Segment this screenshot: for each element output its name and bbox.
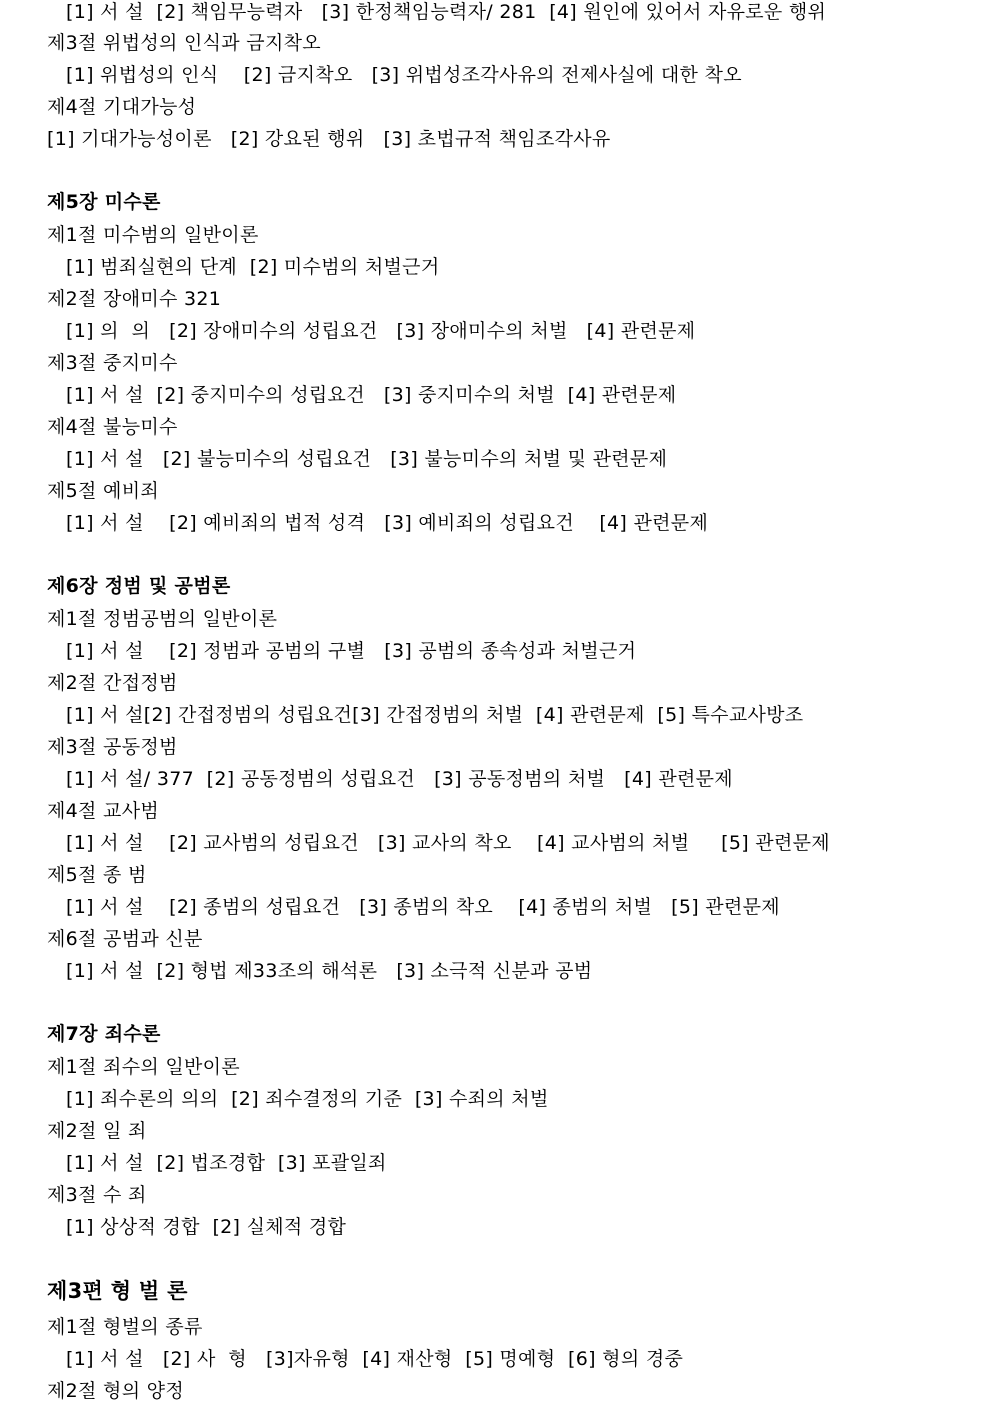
item-list: [1] 상상적 경합 [2] 실체적 경합 [66,1216,347,1238]
item-list: [1] 서 설 [2] 정범과 공범의 구별 [3] 공범의 종속성과 처벌근거 [66,640,637,662]
section-heading: 제2절 간접정범 [47,672,178,694]
item-list: [1] 서 설/ 377 [2] 공동정범의 성립요건 [3] 공동정범의 처벌 [4] 관련문제 [66,768,733,790]
item-list: [1] 위법성의 인식 [2] 금지착오 [3] 위법성조각사유의 전제사실에 대한 착오 [66,64,742,86]
item-list: [1] 서 설 [2] 법조경합 [3] 포괄일죄 [66,1152,387,1174]
item-list: [1] 죄수론의 의의 [2] 죄수결정의 기준 [3] 수죄의 처벌 [66,1088,549,1110]
section-heading: 제3절 중지미수 [47,352,178,374]
section-heading: 제3절 수 죄 [47,1184,147,1206]
item-list: [1] 서 설 [2] 중지미수의 성립요건 [3] 중지미수의 처벌 [4] 관련문제 [66,384,677,406]
item-list: [1] 서 설[2] 간접정범의 성립요건[3] 간접정범의 처벌 [4] 관련문제 [5] 특수교사방조 [66,704,804,726]
section-heading: 제2절 장애미수 321 [47,288,222,310]
section-heading: 제5절 예비죄 [47,480,159,502]
item-list: [1] 서 설 [2] 예비죄의 법적 성격 [3] 예비죄의 성립요건 [4] 관련문제 [66,512,709,534]
section-heading: 제4절 기대가능성 [47,96,197,118]
section-heading: 제6절 공범과 신분 [47,928,203,950]
item-list: [1] 의 의 [2] 장애미수의 성립요건 [3] 장애미수의 처벌 [4] 관련문제 [66,320,696,342]
section-heading: 제1절 미수범의 일반이론 [47,224,259,246]
chapter-heading: 제5장 미수론 [47,191,161,213]
item-list: [1] 서 설 [2] 종범의 성립요건 [3] 종범의 착오 [4] 종범의 처벌 [5] 관련문제 [66,896,780,918]
section-heading: 제2절 형의 양정 [47,1380,184,1402]
section-heading: 제1절 정범공범의 일반이론 [47,608,278,630]
part-heading: 제3편 형 벌 론 [47,1279,188,1303]
section-heading: 제4절 교사범 [47,800,159,822]
item-list: [1] 서 설 [2] 형법 제33조의 해석론 [3] 소극적 신분과 공범 [66,960,593,982]
section-heading: 제3절 공동정범 [47,736,178,758]
item-list: [1] 서 설 [2] 불능미수의 성립요건 [3] 불능미수의 처벌 및 관련문제 [66,448,668,470]
section-heading: 제4절 불능미수 [47,416,178,438]
item-list: [1] 기대가능성이론 [2] 강요된 행위 [3] 초법규적 책임조각사유 [47,128,611,150]
section-heading: 제1절 죄수의 일반이론 [47,1056,240,1078]
item-list: [1] 서 설 [2] 책임무능력자 [3] 한정책임능력자/ 281 [4] 원인에 있어서 자유로운 행위 [66,1,827,23]
item-list: [1] 서 설 [2] 사 형 [3]자유형 [4] 재산형 [5] 명예형 [6] 형의 경중 [66,1348,684,1370]
chapter-heading: 제7장 죄수론 [47,1023,161,1045]
section-heading: 제5절 종 범 [47,864,147,886]
item-list: [1] 범죄실현의 단계 [2] 미수범의 처벌근거 [66,256,440,278]
chapter-heading: 제6장 정범 및 공범론 [47,575,231,597]
item-list: [1] 서 설 [2] 교사범의 성립요건 [3] 교사의 착오 [4] 교사범의 처벌 [5] 관련문제 [66,832,830,854]
section-heading: 제2절 일 죄 [47,1120,147,1142]
section-heading: 제1절 형벌의 종류 [47,1316,203,1338]
section-heading: 제3절 위법성의 인식과 금지착오 [47,32,321,54]
